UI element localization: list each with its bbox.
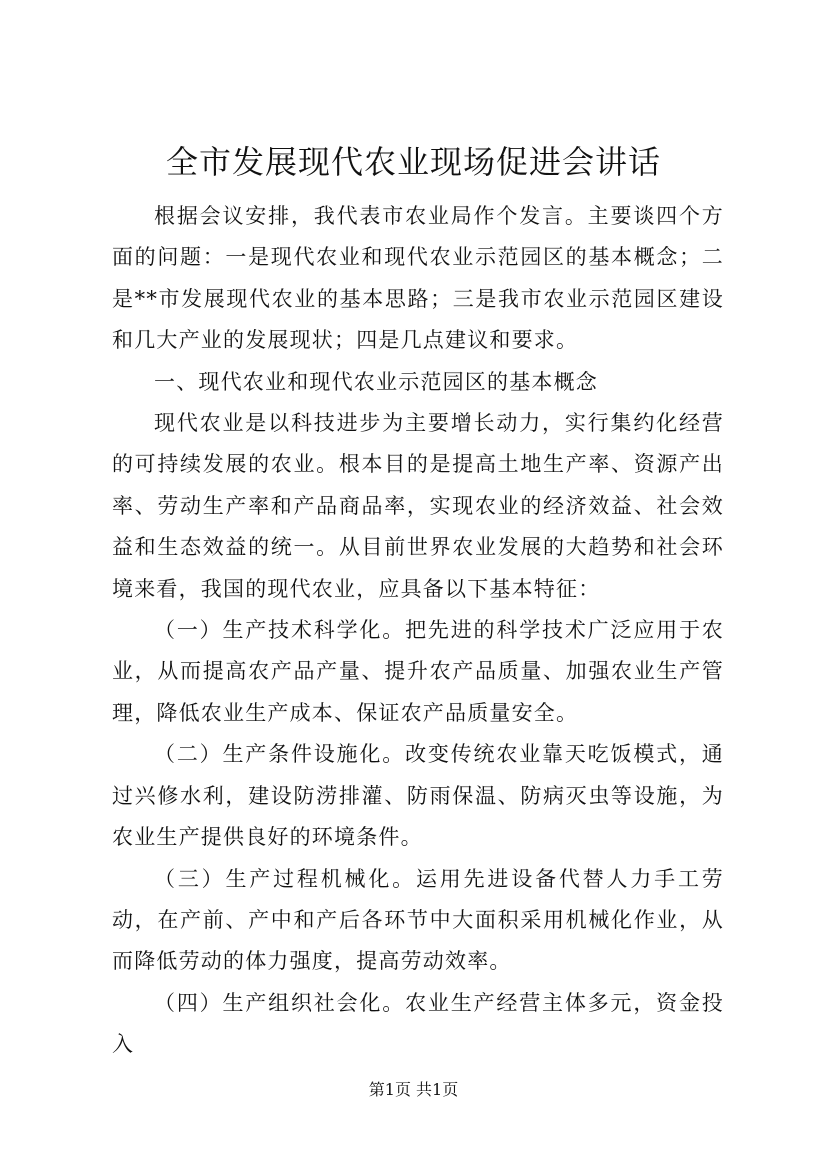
section-heading-1: 一、现代农业和现代农业示范园区的基本概念 bbox=[154, 369, 598, 394]
paragraph-definition: 现代农业是以科技进步为主要增长动力，实行集约化经营的可持续发展的农业。根本目的是提高土地生产率、资源产出率、劳动生产率和产品商品率，实现农业的经济效益、社会效益和生态效益的统一。从目前世界农业发展的大趋势和社会环境来看，我国的现代农业，应具备以下基本特征： bbox=[112, 411, 724, 601]
paragraph-feature-2: （二）生产条件设施化。改变传统农业靠天吃饭模式，通过兴修水利，建设防涝排灌、防雨保温、防病灭虫等设施，为农业生产提供良好的环境条件。 bbox=[112, 742, 724, 850]
paragraph-feature-4: （四）生产组织社会化。农业生产经营主体多元，资金投入 bbox=[112, 990, 724, 1057]
page-footer: 第1页 共1页 bbox=[368, 1080, 459, 1099]
paragraph-feature-3: （三）生产过程机械化。运用先进设备代替人力手工劳动，在产前、产中和产后各环节中大面积采用机械化作业，从而降低劳动的体力强度，提高劳动效率。 bbox=[112, 866, 724, 974]
document-body bbox=[112, 196, 724, 1066]
paragraph-intro: 根据会议安排，我代表市农业局作个发言。主要谈四个方面的问题：一是现代农业和现代农业示范园区的基本概念；二是**市发展现代农业的基本思路；三是我市农业示范园区建设和几大产业的发展现状；四是几点建议和要求。 bbox=[112, 204, 724, 353]
document-title: 全市发展现代农业现场促进会讲话 bbox=[165, 143, 661, 181]
paragraph-feature-1: （一）生产技术科学化。把先进的科学技术广泛应用于农业，从而提高农产品产量、提升农产品质量、加强农业生产管理，降低农业生产成本、保证农产品质量安全。 bbox=[112, 618, 724, 725]
